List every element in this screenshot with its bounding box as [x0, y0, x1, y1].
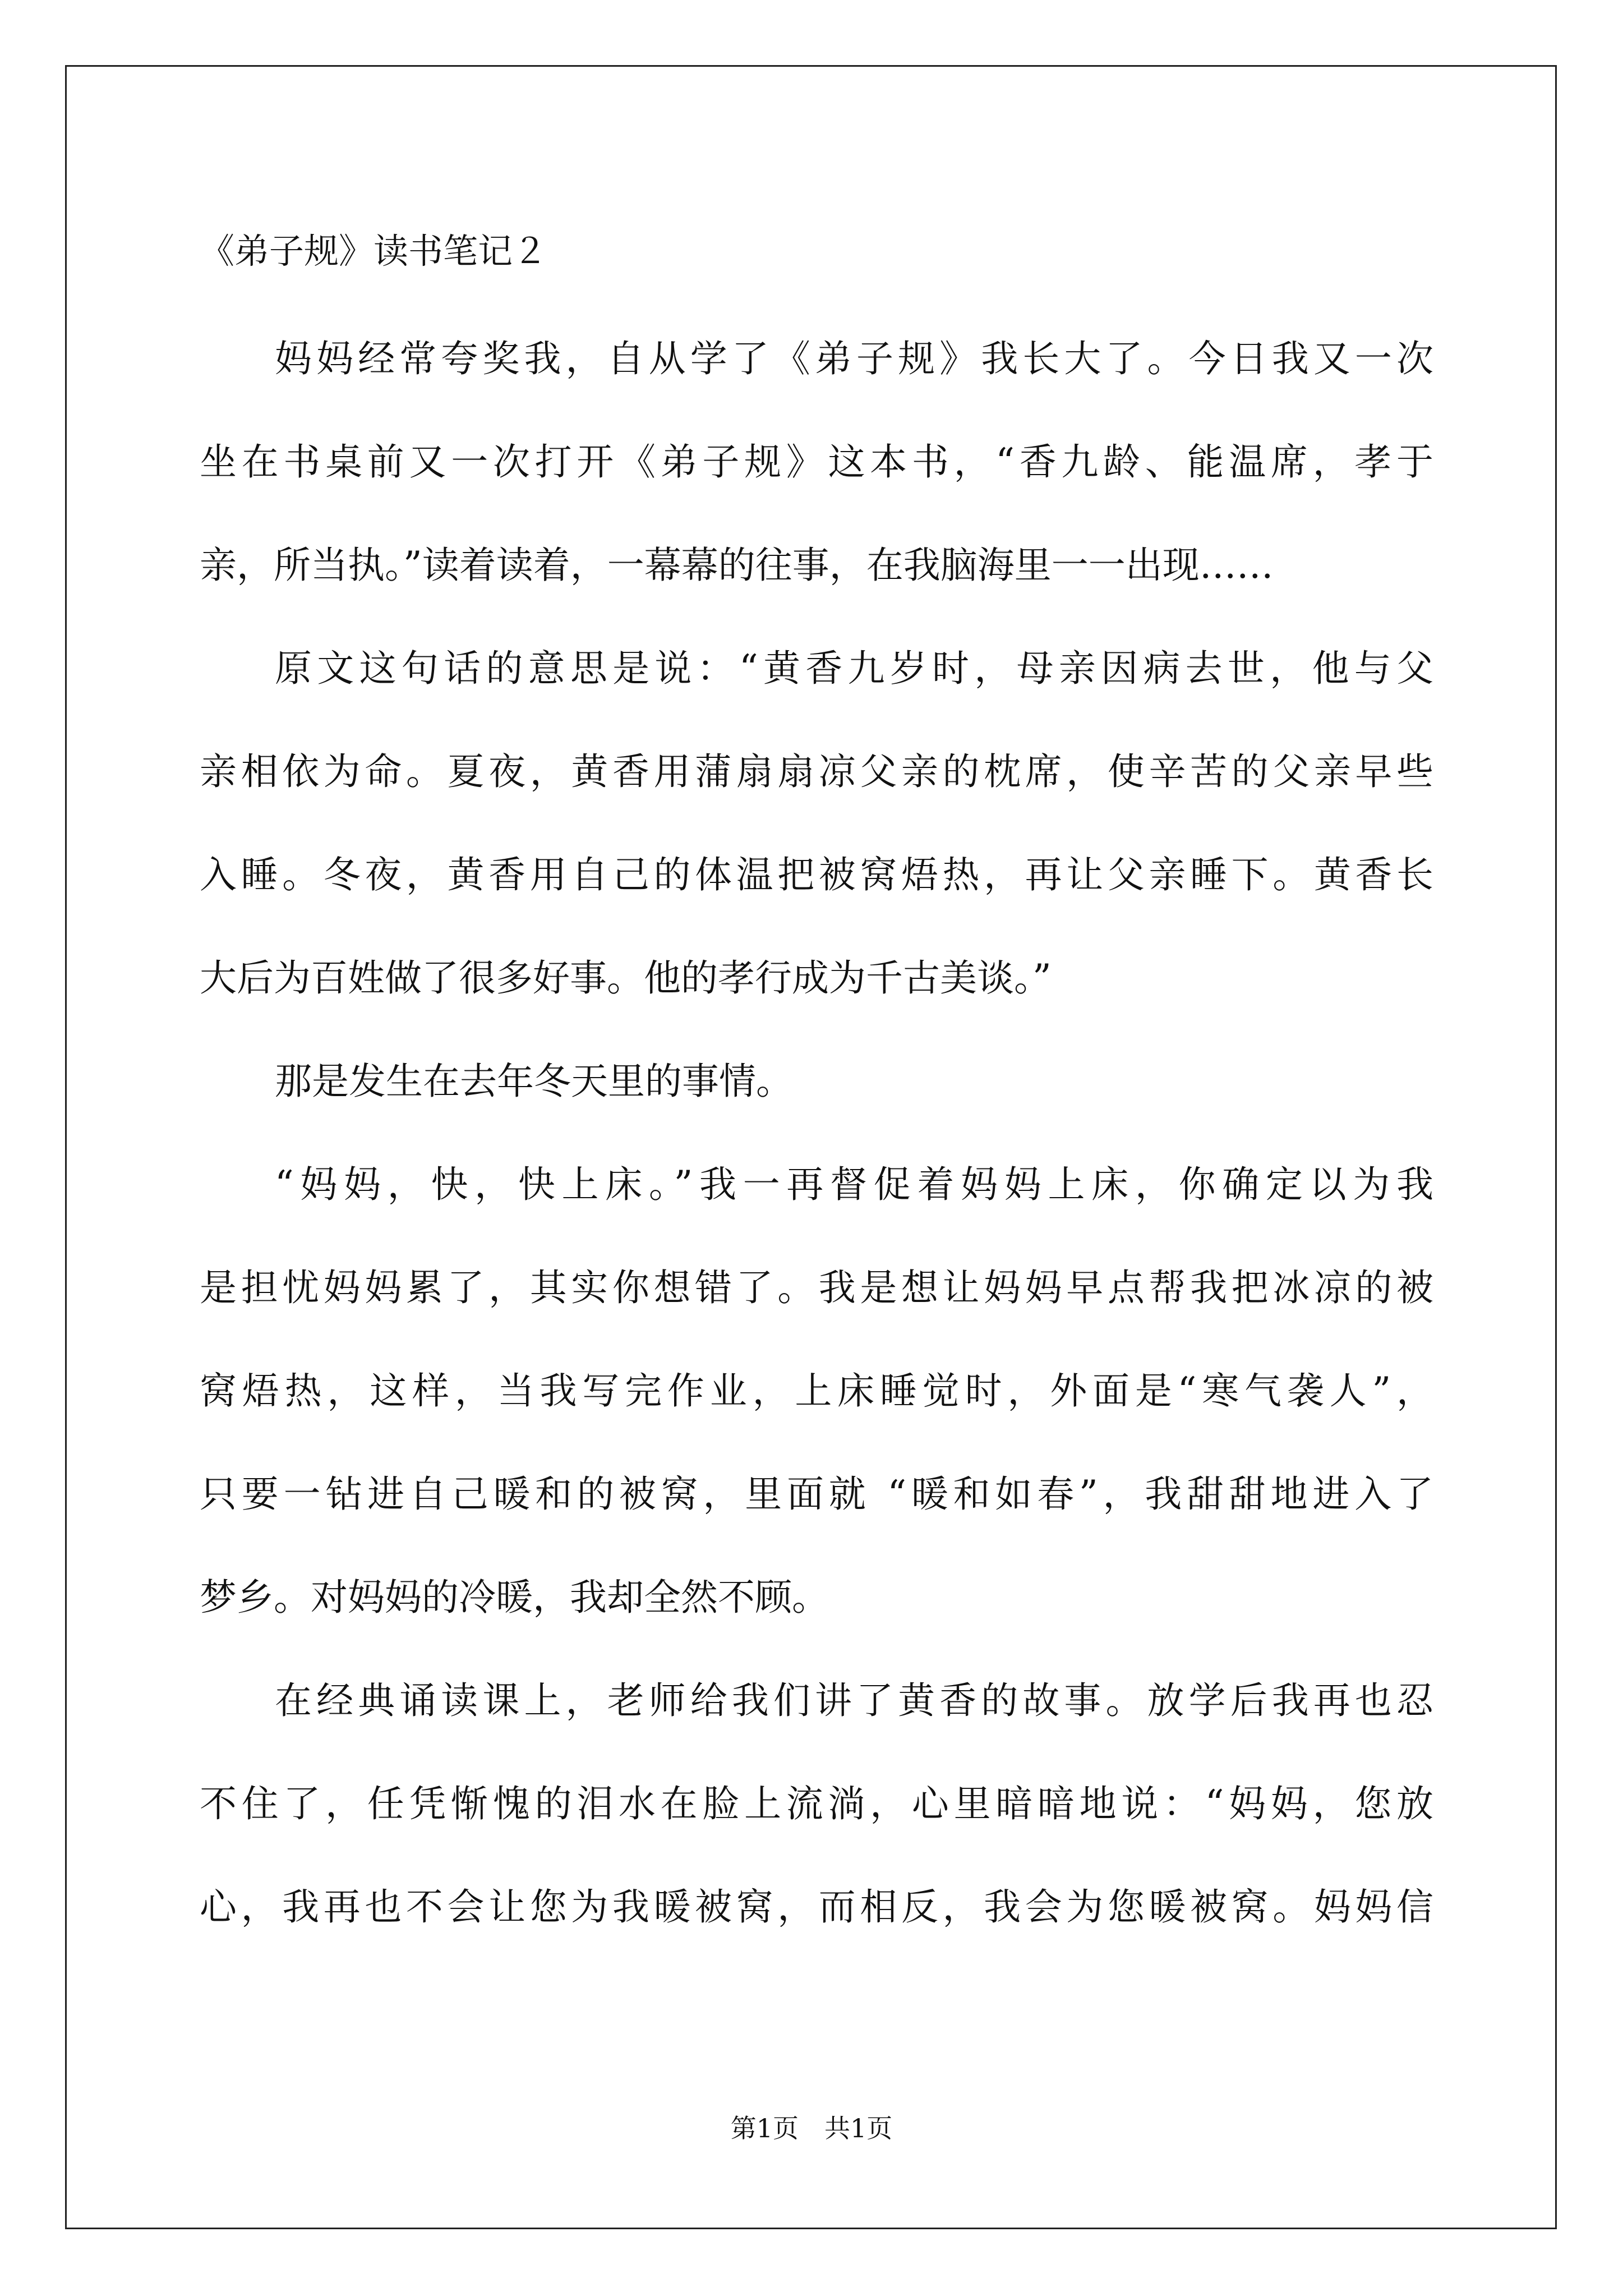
- paragraph-line: 在经典诵读课上，老师给我们讲了黄香的故事。放学后我再也忍: [275, 1679, 1433, 1722]
- paragraph-line: 梦乡。对妈妈的冷暖，我却全然不顾。: [200, 1576, 829, 1619]
- paragraph-line: 不住了，任凭惭愧的泪水在脸上流淌，心里暗暗地说：“妈妈，您放: [200, 1782, 1433, 1825]
- document-title: 《弟子规》读书笔记２: [200, 231, 548, 272]
- paragraph-line: “妈妈，快，快上床。”我一再督促着妈妈上床，你确定以为我: [275, 1163, 1433, 1206]
- paragraph-line: 亲相依为命。夏夜，黄香用蒲扇扇凉父亲的枕席，使辛苦的父亲早些: [200, 750, 1433, 793]
- paragraph-line: 那是发生在去年冬天里的事情。: [275, 1060, 793, 1103]
- paragraph-line: 入睡。冬夜，黄香用自己的体温把被窝焐热，再让父亲睡下。黄香长: [200, 853, 1433, 896]
- paragraph-line: 亲，所当执。”读着读着，一幕幕的往事，在我脑海里一一出现……: [200, 544, 1274, 587]
- paragraph-line: 坐在书桌前又一次打开《弟子规》这本书，“香九龄、能温席，孝于: [200, 440, 1433, 484]
- paragraph-line: 只要一钻进自己暖和的被窝，里面就 “暖和如春”，我甜甜地进入了: [200, 1473, 1433, 1516]
- page-number-footer: 第1页 共1页: [730, 2113, 893, 2143]
- paragraph-line: 心，我再也不会让您为我暖被窝，而相反，我会为您暖被窝。妈妈信: [200, 1885, 1433, 1929]
- paragraph-line: 窝焐热，这样，当我写完作业，上床睡觉时，外面是“寒气袭人”，: [200, 1369, 1433, 1412]
- paragraph-line: 是担忧妈妈累了，其实你想错了。我是想让妈妈早点帮我把冰凉的被: [200, 1266, 1433, 1309]
- paragraph-line: 大后为百姓做了很多好事。他的孝行成为千古美谈。”: [200, 956, 1052, 1000]
- paragraph-line: 妈妈经常夸奖我，自从学了《弟子规》我长大了。今日我又一次: [275, 337, 1433, 380]
- paragraph-line: 原文这句话的意思是说：“黄香九岁时，母亲因病去世，他与父: [275, 647, 1433, 690]
